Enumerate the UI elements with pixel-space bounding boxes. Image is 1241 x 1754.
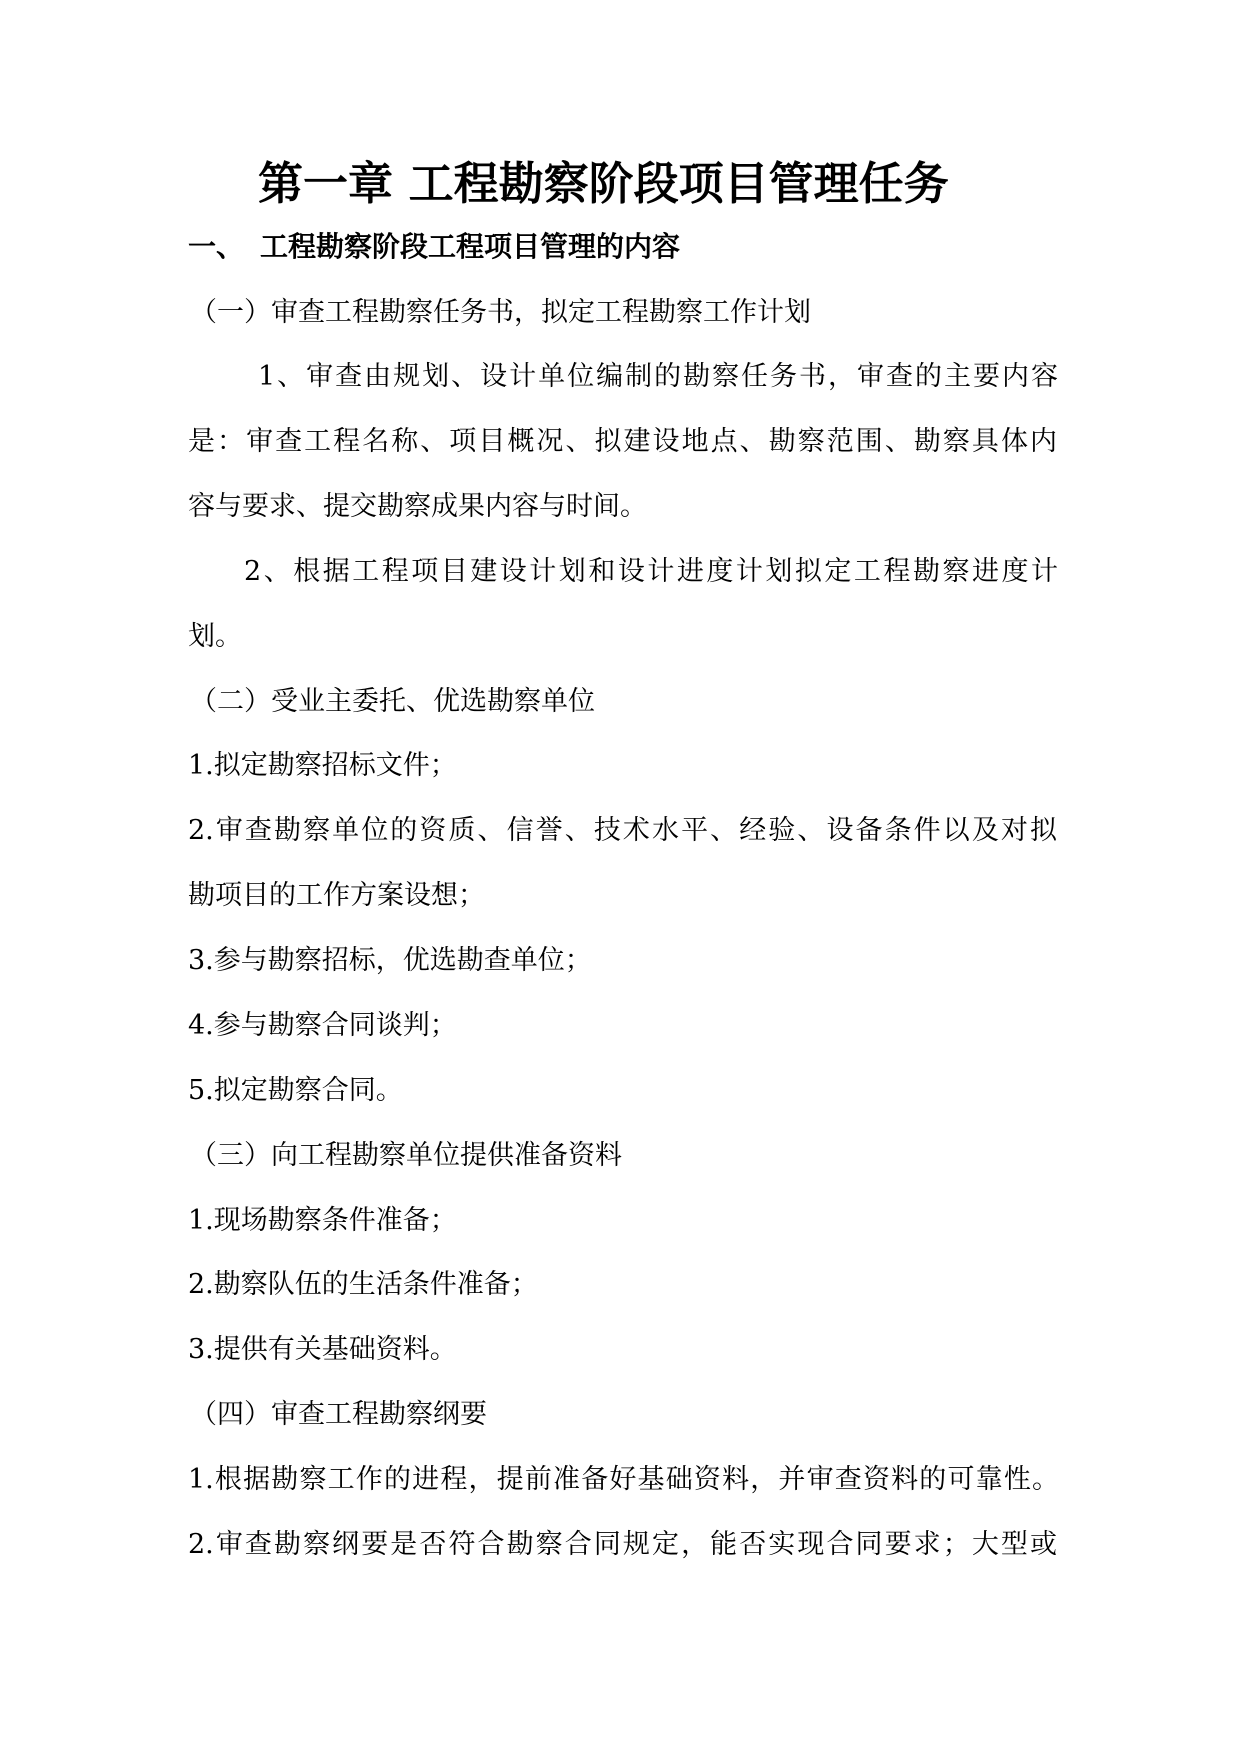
subsection-heading-3: （三）向工程勘察单位提供准备资料: [190, 1140, 622, 1171]
page-title: 第一章 工程勘察阶段项目管理任务: [258, 157, 949, 210]
list-item: 1.拟定勘察招标文件；: [188, 750, 457, 781]
paragraph-line: 2、根据工程项目建设计划和设计进度计划拟定工程勘察进度计: [244, 556, 1058, 587]
paragraph-line: 1、审查由规划、设计单位编制的勘察任务书，审查的主要内容: [258, 361, 1058, 392]
section-heading: [188, 229, 680, 265]
paragraph-line: 是：审查工程名称、项目概况、拟建设地点、勘察范围、勘察具体内: [188, 426, 1057, 457]
list-item: 2.审查勘察纲要是否符合勘察合同规定，能否实现合同要求；大型或: [188, 1529, 1057, 1560]
subsection-heading-1: （一）审查工程勘察任务书，拟定工程勘察工作计划: [190, 297, 811, 328]
list-item-continued: 勘项目的工作方案设想；: [188, 880, 485, 911]
list-item: 1.现场勘察条件准备；: [188, 1205, 457, 1236]
list-item: 1.根据勘察工作的进程，提前准备好基础资料，并审查资料的可靠性。: [188, 1464, 1059, 1495]
list-item: 2.勘察队伍的生活条件准备；: [188, 1269, 538, 1300]
list-item: 3.参与勘察招标，优选勘查单位；: [188, 945, 592, 976]
list-item: 3.提供有关基础资料。: [188, 1334, 457, 1365]
list-item: 5.拟定勘察合同。: [188, 1075, 403, 1106]
list-item: 2.审查勘察单位的资质、信誉、技术水平、经验、设备条件以及对拟: [188, 815, 1057, 846]
subsection-heading-4: （四）审查工程勘察纲要: [190, 1399, 487, 1430]
subsection-heading-2: （二）受业主委托、优选勘察单位: [190, 686, 595, 717]
paragraph-line: 容与要求、提交勘察成果内容与时间。: [188, 491, 647, 522]
section-heading-text: 工程勘察阶段工程项目管理的内容: [260, 230, 681, 263]
list-item: 4.参与勘察合同谈判；: [188, 1010, 457, 1041]
paragraph-line: 划。: [188, 621, 242, 652]
section-number: 一、: [188, 230, 245, 263]
